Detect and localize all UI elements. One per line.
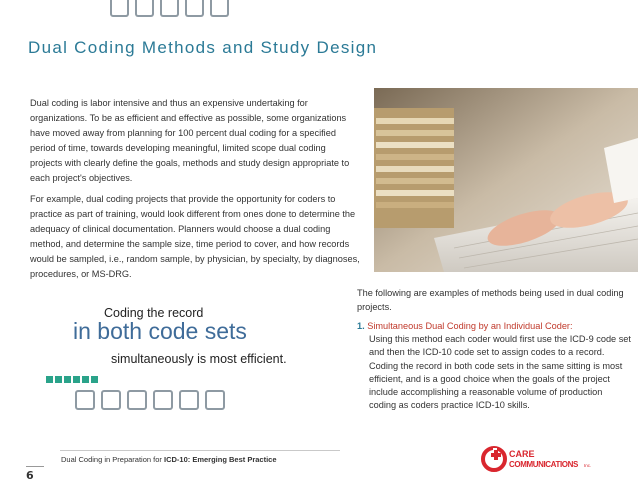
methods-intro: The following are examples of methods being used in dual coding projects. — [357, 288, 624, 312]
green-square — [73, 376, 80, 383]
method-list-item — [357, 320, 632, 412]
green-square — [64, 376, 71, 383]
pull-quote-line-1: Coding the record — [104, 306, 204, 320]
footer-bold-title: ICD-10: Emerging Best Practice — [163, 455, 277, 464]
decor-box — [210, 0, 229, 17]
green-square-bullets — [46, 376, 98, 383]
decor-box — [205, 390, 225, 410]
pull-quote-line-3: simultaneously is most efficient. — [111, 352, 287, 366]
page-number: 6 — [26, 469, 34, 482]
decor-box — [185, 0, 204, 17]
green-square — [55, 376, 62, 383]
logo-suffix: Inc. — [584, 463, 592, 468]
logo-mark-icon — [481, 444, 601, 474]
decor-box — [179, 390, 199, 410]
method-number: 1. — [357, 321, 365, 331]
typing-photo — [374, 88, 638, 272]
decor-box — [135, 0, 154, 17]
page-title: Dual Coding Methods and Study Design — [28, 38, 378, 57]
green-square — [82, 376, 89, 383]
decor-box — [153, 390, 173, 410]
footer-prefix: Dual Coding in Preparation for — [61, 455, 164, 464]
method-description: Using this method each coder would first use the ICD-9 code set and then the ICD-10 code set to assign codes to a record. Coding the record in both code sets in the same sitting is most efficient, and is a good choice when the goals of the project include accomplishing a reasonable volume of production coding as coders practice ICD-10 skills. — [369, 334, 631, 411]
page-number-rule — [26, 466, 44, 467]
method-heading: Simultaneous Dual Coding by an Individual Coder: — [367, 321, 573, 331]
bottom-decorative-boxes — [75, 390, 225, 410]
pull-quote-line-2: in both code sets — [73, 318, 247, 344]
logo-text-line-1: CARE — [509, 449, 535, 459]
decor-box — [75, 390, 95, 410]
decor-box — [101, 390, 121, 410]
green-square — [46, 376, 53, 383]
logo-text-line-2: COMMUNICATIONS — [509, 460, 578, 469]
footer-divider — [60, 450, 340, 451]
top-decorative-boxes — [110, 0, 229, 17]
green-square — [91, 376, 98, 383]
typing-photo-illustration — [374, 88, 638, 272]
decor-box — [127, 390, 147, 410]
care-communications-logo — [481, 444, 601, 474]
decor-box — [160, 0, 179, 17]
footer-text — [61, 455, 277, 464]
paragraph-1: Dual coding is labor intensive and thus an expensive undertaking for organizations. To be as efficient and effective as possible, some organizations have moved away from planning for 100 percent dual coding for a specified period of time, towards developing meaningful, limited scope dual coding projects with clearly define the goals, methods and study design appropriate to each project's objectives. — [30, 98, 350, 183]
decor-box — [110, 0, 129, 17]
paragraph-2: For example, dual coding projects that provide the opportunity for coders to practice as part of training, would look different from ones done to determine the adequacy of clinical documentation. Planners would choose a dual coding method, and determine the sample size, time period to cover, and how records would be sampled, i.e., random sample, by physician, by specialty, by diagnoses, procedures, or MS-DRG. — [30, 194, 360, 279]
